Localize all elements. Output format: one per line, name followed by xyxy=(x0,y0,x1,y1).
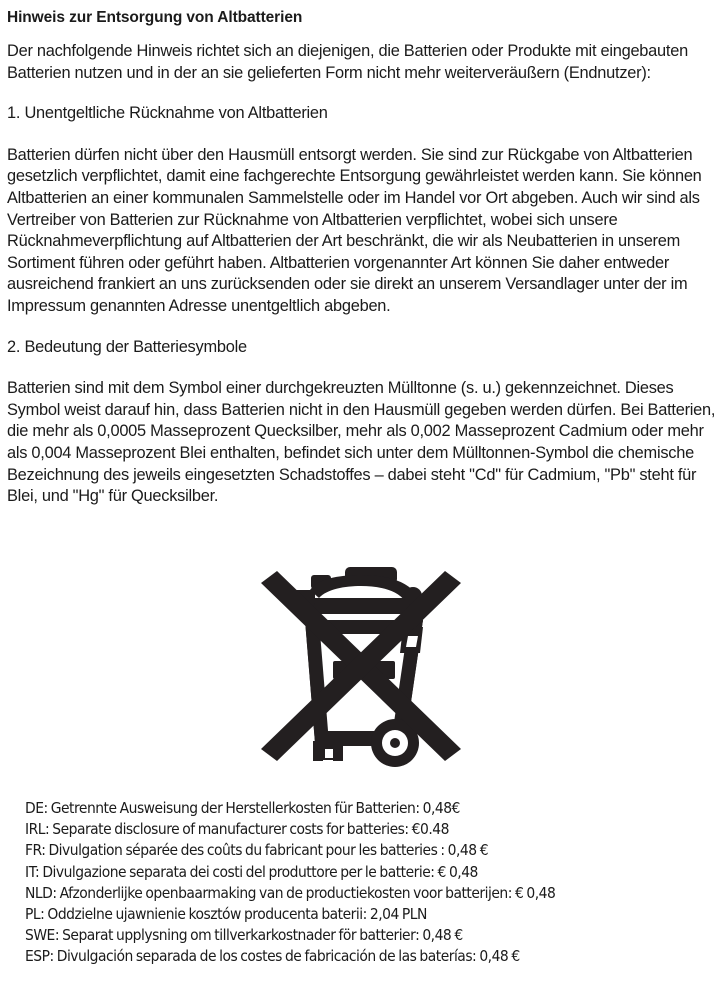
section-body-2: Batterien sind mit dem Symbol einer durchgekreuzten Mülltonne (s. u.) gekennzeichnet. Dieses Symbol weist darauf hin, dass Batterien nicht in den Hausmüll gegeben werden dürfen. Bei Batterien, die mehr als 0,0005 Masseprozent Quecksilber, mehr als 0,002 Masseprozent Cadmium oder mehr als 0,004 Masseprozent Blei enthalten, befindet sich unter dem Mülltonnen-Symbol die chemische Bezeichnung des jeweils eingesetzten Schadstoffes – dabei steht "Cd" für Cadmium, "Pb" steht für Blei, und "Hg" für Quecksilber. xyxy=(7,379,716,506)
list-item: SWE: Separat upplysning om tillverkarkostnader för batterier: 0,48 € xyxy=(25,926,463,945)
list-item: IRL: Separate disclosure of manufacturer costs for batteries: €0.48 xyxy=(25,820,449,839)
intro-paragraph: Der nachfolgende Hinweis richtet sich an diejenigen, die Batterien oder Produkte mit eingebauten Batterien nutzen und in der an sie gelieferten Form nicht mehr weiterveräußern (Endnutzer): xyxy=(7,42,688,82)
list-item: DE: Getrennte Ausweisung der Herstellerkosten für Batterien: 0,48€ xyxy=(25,799,460,817)
list-item: NLD: Afzonderlijke openbaarmaking van de productiekosten voor batterijen: € 0,48 xyxy=(25,883,556,902)
list-item: FR: Divulgation séparée des coûts du fabricant pour les batteries : 0,48 € xyxy=(25,841,489,860)
list-item: ESP: Divulgación separada de los costes de fabricación de las baterías: 0,48 € xyxy=(25,947,520,966)
document-text-body xyxy=(7,0,719,508)
crossed-out-wheelie-bin-icon xyxy=(253,557,469,787)
section-heading-2: 2. Bedeutung der Batteriesymbole xyxy=(7,337,247,356)
page-title: Hinweis zur Entsorgung von Altbatterien xyxy=(7,9,303,26)
list-item: IT: Divulgazione separata dei costi del produttore per le batterie: € 0,48 xyxy=(25,862,478,881)
section-heading-1: 1. Unentgeltliche Rücknahme von Altbatterien xyxy=(7,104,328,123)
crossed-out-wheelie-bin-symbol-container xyxy=(0,548,722,796)
fee-disclosure-list xyxy=(25,798,715,968)
list-item: PL: Oddzielne ujawnienie kosztów producenta baterii: 2,04 PLN xyxy=(25,905,427,924)
section-body-1: Batterien dürfen nicht über den Hausmüll entsorgt werden. Sie sind zur Rückgabe von Altbatterien gesetzlich verpflichtet, damit eine fachgerechte Entsorgung gewährleistet werden kann. Sie können Altbatterien an einer kommunalen Sammelstelle oder im Handel vor Ort abgeben. Auch wir sind als Vertreiber von Batterien zur Rücknahme von Altbatterien verpflichtet, wobei sich unsere Rücknahmeverpflichtung auf Altbatterien der Art beschränkt, die wir als Neubatterien in unserem Sortiment führen oder geführt haben. Altbatterien vorgenannter Art können Sie daher entweder ausreichend frankiert an uns zurücksenden oder sie direkt an unserem Versandlager unter der im Impressum genannten Adresse unentgeltlich abgeben. xyxy=(7,145,702,315)
